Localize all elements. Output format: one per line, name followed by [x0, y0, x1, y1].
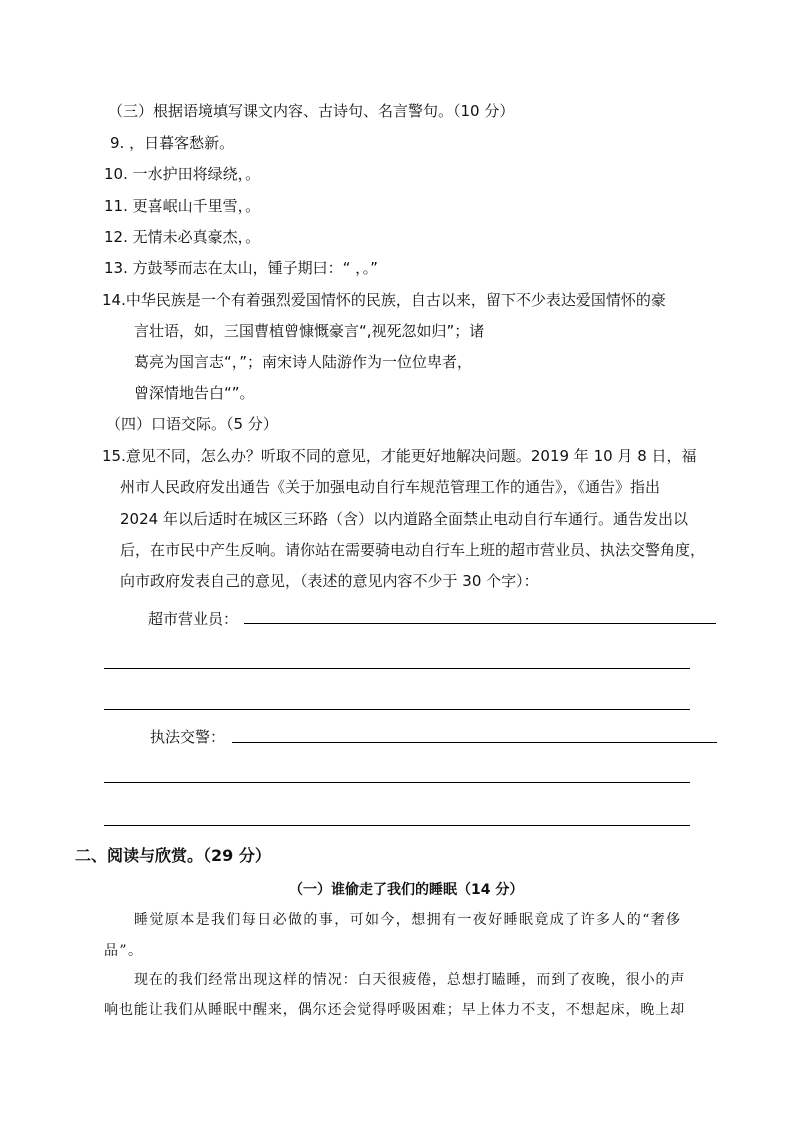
question-10: 10. 一水护田将绿绕，。	[104, 165, 261, 183]
paragraph-2-line-2: 响也能让我们从睡眠中醒来，偶尔还会觉得呼吸困难；早上体力不支，不想起床，晚上却	[104, 1002, 686, 1018]
paragraph-2-line-1: 现在的我们经常出现这样的情况：白天很疲倦，总想打瞌睡，而到了夜晚，很小的声	[134, 972, 686, 988]
answer-label-supermarket-clerk: 超市营业员：	[148, 610, 239, 628]
answer-line-3[interactable]	[104, 709, 690, 710]
part2-heading: 二、阅读与欣赏。（29 分）	[75, 846, 271, 865]
question-12: 12. 无情未必真豪杰，。	[104, 228, 261, 246]
section3-heading: （三）根据语境填写课文内容、古诗句、名言警句。（10 分）	[108, 102, 515, 120]
paragraph-1-line-1: 睡觉原本是我们每日必做的事，可如今，想拥有一夜好睡眠竟成了许多人的“奢侈	[134, 912, 682, 928]
paragraph-1-line-2: 品”。	[104, 943, 144, 959]
question-15-line-4: 后，在市民中产生反响。请你站在需要骑电动自行车上班的超市营业员、执法交警角度，	[120, 541, 706, 559]
question-14-line-2: 言壮语，如，三国曹植曾慷慨豪言“,视死忽如归”；诸	[134, 322, 485, 340]
question-15-line-5: 向市政府发表自己的意见，（表述的意见内容不少于 30 个字）：	[120, 572, 539, 590]
answer-line-4[interactable]	[232, 742, 717, 743]
question-15-line-1: 15.意见不同，怎么办？听取不同的意见，才能更好地解决问题。2019 年 10 月 8 日，福	[102, 447, 697, 465]
answer-label-traffic-police: 执法交警：	[150, 728, 226, 746]
question-14-line-1: 14.中华民族是一个有着强烈爱国情怀的民族，自古以来，留下不少表达爱国情怀的豪	[102, 291, 666, 309]
question-13: 13. 方鼓琴而志在太山，锺子期曰：“ ，。”	[104, 259, 378, 277]
article-title: （一）谁偷走了我们的睡眠（14 分）	[289, 882, 524, 898]
answer-line-2[interactable]	[104, 668, 690, 669]
answer-line-6[interactable]	[104, 825, 690, 826]
answer-line-1[interactable]	[244, 623, 716, 624]
question-9: 9. ，日暮客愁新。	[110, 134, 235, 152]
answer-line-5[interactable]	[104, 782, 690, 783]
question-15-line-2: 州市人民政府发出通告《关于加强电动自行车规范管理工作的通告》，《通告》指出	[120, 478, 661, 496]
question-11: 11. 更喜岷山千里雪，。	[104, 197, 261, 215]
question-14-line-4: 曾深情地告白“”。	[134, 384, 255, 402]
section4-heading: （四）口语交际。（5 分）	[106, 415, 278, 433]
question-14-line-3: 葛亮为国言志“，”；南宋诗人陆游作为一位位卑者，	[134, 353, 473, 371]
question-15-line-3: 2024 年以后适时在城区三环路（含）以内道路全面禁止电动自行车通行。通告发出以	[120, 510, 688, 528]
